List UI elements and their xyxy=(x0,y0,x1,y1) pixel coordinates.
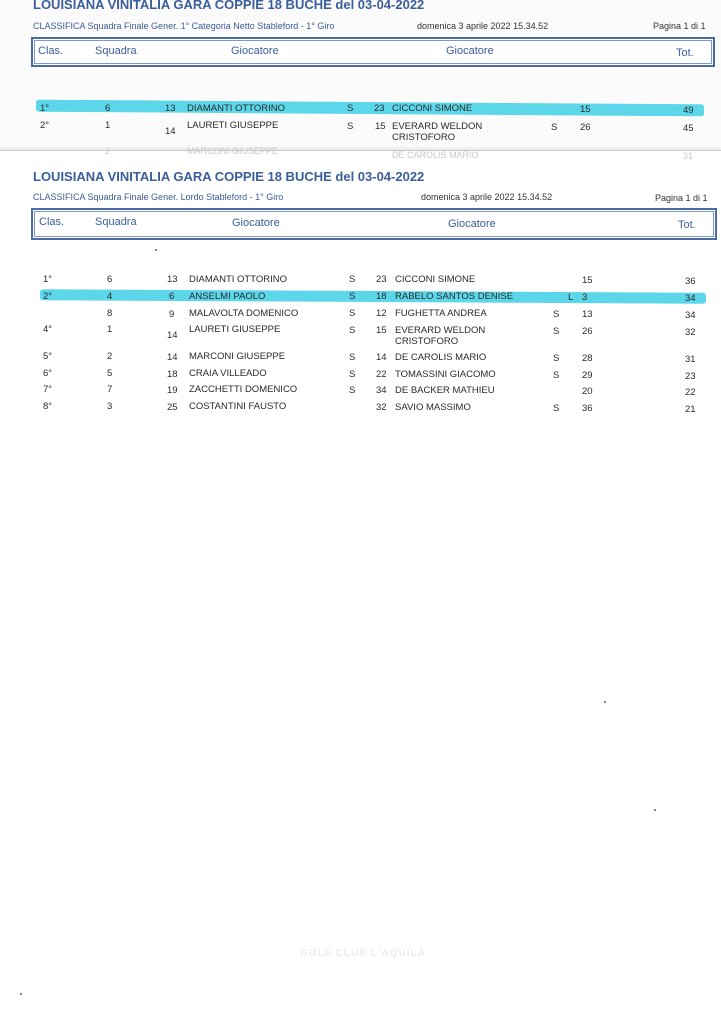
row-squadra: 3 xyxy=(107,401,113,412)
top-row-2-player-2: EVERARD WELDON xyxy=(392,121,483,132)
row-hcp-2: 23 xyxy=(376,274,387,285)
row-hcp-3: 29 xyxy=(582,370,593,381)
scan-speck xyxy=(604,701,606,703)
row-tot: 32 xyxy=(685,327,696,338)
bottom-header-squadra: Squadra xyxy=(95,216,137,228)
row-hcp-3: 28 xyxy=(582,353,593,364)
row-squadra: 7 xyxy=(107,384,113,395)
top-row-2-hcp-2: 15 xyxy=(375,121,386,132)
top-title: LOUISIANA VINITALIA GARA COPPIE 18 BUCHE del 03-04-2022 xyxy=(33,0,425,12)
top-row-1-hcp-3: 15 xyxy=(580,104,591,115)
row-tot: 31 xyxy=(685,354,696,365)
row-hcp-2: 34 xyxy=(376,385,387,396)
ghost-text: 2 xyxy=(105,146,111,156)
row-hcp-1: 6 xyxy=(169,291,175,302)
row-hcp-2: 32 xyxy=(376,402,387,413)
scan-speck xyxy=(155,249,157,251)
row-s-1: S xyxy=(349,325,356,336)
top-row-2-player-1: LAURETI GIUSEPPE xyxy=(187,120,279,131)
top-header-clas: Clas. xyxy=(38,45,64,57)
top-row-2-hcp-3: 26 xyxy=(580,122,591,133)
top-row-2-squadra: 1 xyxy=(105,120,111,131)
row-player-1: COSTANTINI FAUSTO xyxy=(189,401,287,412)
row-player-2: RABELO SANTOS DENISE xyxy=(395,291,514,302)
row-squadra: 6 xyxy=(107,274,113,285)
row-squadra: 5 xyxy=(107,368,113,379)
row-hcp-2: 15 xyxy=(376,325,387,336)
top-row-2-clas: 2° xyxy=(40,120,50,131)
row-squadra: 4 xyxy=(107,291,113,302)
row-s-2: S xyxy=(553,353,560,364)
top-header-box xyxy=(31,37,715,67)
row-hcp-1: 14 xyxy=(167,352,178,363)
row-player-1: ANSELMI PAOLO xyxy=(189,291,266,302)
top-row-2-player-2-line-2: CRISTOFORO xyxy=(392,132,456,143)
top-row-1-clas: 1° xyxy=(40,103,50,114)
top-row-1-highlight xyxy=(36,100,704,117)
row-player-1: MALAVOLTA DOMENICO xyxy=(189,308,299,319)
top-header-giocatore-2: Giocatore xyxy=(446,45,494,57)
row-tot: 22 xyxy=(685,387,696,398)
bottom-header-box xyxy=(31,208,717,240)
top-header-squadra: Squadra xyxy=(95,45,137,57)
ghost-text: 31 xyxy=(683,151,694,161)
row-s-2: S xyxy=(553,326,560,337)
row-hcp-3: 3 xyxy=(582,292,588,303)
row-hcp-1: 9 xyxy=(169,309,175,320)
scan-speck xyxy=(20,993,22,995)
row-clas: 8° xyxy=(43,401,53,412)
row-player-2: SAVIO MASSIMO xyxy=(395,402,471,413)
top-row-1-player-2: CICCONI SIMONE xyxy=(392,103,473,114)
row-hcp-3: 26 xyxy=(582,326,593,337)
row-clas: 1° xyxy=(43,274,53,285)
row-player-2-line-2: CRISTOFORO xyxy=(395,336,459,347)
top-row-1-player-1: DIAMANTI OTTORINO xyxy=(187,103,285,114)
top-subtitle: CLASSIFICA Squadra Finale Gener. 1° Categoria Netto Stableford - 1° Giro xyxy=(33,21,335,31)
row-player-1: LAURETI GIUSEPPE xyxy=(189,324,281,335)
top-row-2-s-1: S xyxy=(347,121,354,132)
row-player-2: DE CAROLIS MARIO xyxy=(395,352,487,363)
row-hcp-1: 13 xyxy=(167,274,178,285)
row-squadra: 2 xyxy=(107,351,113,362)
row-player-2: TOMASSINI GIACOMO xyxy=(395,369,496,380)
row-hcp-2: 12 xyxy=(376,308,387,319)
row-player-1: MARCONI GIUSEPPE xyxy=(189,351,286,362)
row-player-2: FUGHETTA ANDREA xyxy=(395,308,487,319)
bottom-sheet xyxy=(0,146,721,1025)
top-page-number: Pagina 1 di 1 xyxy=(653,21,706,31)
row-tot: 21 xyxy=(685,404,696,415)
row-squadra: 1 xyxy=(107,324,113,335)
row-hcp-2: 14 xyxy=(376,352,387,363)
bottom-header-tot: Tot. xyxy=(678,219,696,231)
row-player-1: DIAMANTI OTTORINO xyxy=(189,274,287,285)
top-row-2-tot: 45 xyxy=(683,123,694,134)
bottom-row-2-highlight xyxy=(40,289,706,303)
row-tot: 36 xyxy=(685,276,696,287)
row-clas: 5° xyxy=(43,351,53,362)
row-s-2: S xyxy=(553,370,560,381)
top-row-1-tot: 49 xyxy=(683,105,694,116)
row-s-1: S xyxy=(349,385,356,396)
row-clas: 2° xyxy=(43,291,53,302)
row-s-2: S xyxy=(553,309,560,320)
row-hcp-3: 13 xyxy=(582,309,593,320)
row-hcp-3: 15 xyxy=(582,275,593,286)
top-row-1-s-1: S xyxy=(347,103,354,114)
top-row-1-hcp-2: 23 xyxy=(374,103,385,114)
row-player-1: CRAIA VILLEADO xyxy=(189,368,267,379)
ghost-text: DE CAROLIS MARIO xyxy=(392,150,479,160)
row-s-1: S xyxy=(349,308,356,319)
row-clas: 7° xyxy=(43,384,53,395)
row-hcp-2: 22 xyxy=(376,369,387,380)
row-hcp-1: 19 xyxy=(167,385,178,396)
top-row-1-squadra: 6 xyxy=(105,103,111,114)
bottom-title: LOUISIANA VINITALIA GARA COPPIE 18 BUCHE del 03-04-2022 xyxy=(33,169,425,184)
row-player-1: ZACCHETTI DOMENICO xyxy=(189,384,298,395)
row-hcp-3: 20 xyxy=(582,386,593,397)
row-s-1: S xyxy=(349,369,356,380)
row-tot: 34 xyxy=(685,310,696,321)
watermark-stamp: GOLF CLUB L'AQUILA xyxy=(300,948,426,959)
row-hcp-1: 18 xyxy=(167,369,178,380)
top-row-2-s-2: S xyxy=(551,122,558,133)
scan-speck xyxy=(654,809,656,811)
top-row-2-hcp-1: 14 xyxy=(165,126,176,137)
bottom-header-clas: Clas. xyxy=(39,216,65,228)
top-header-giocatore-1: Giocatore xyxy=(231,45,279,57)
row-player-2: DE BACKER MATHIEU xyxy=(395,385,495,396)
top-header-tot: Tot. xyxy=(676,47,694,59)
row-hcp-1: 25 xyxy=(167,402,178,413)
row-tot: 34 xyxy=(685,293,696,304)
ghost-text: MARCONI GIUSEPPE xyxy=(187,146,279,156)
row-hcp-2: 18 xyxy=(376,291,387,302)
row-clas: 4° xyxy=(43,324,53,335)
row-s-1: S xyxy=(349,291,356,302)
row-s-2: S xyxy=(553,403,560,414)
bottom-subtitle: CLASSIFICA Squadra Finale Gener. Lordo Stableford - 1° Giro xyxy=(33,192,284,202)
bottom-page-number: Pagina 1 di 1 xyxy=(655,193,708,203)
bottom-header-giocatore-1: Giocatore xyxy=(232,217,280,229)
row-s-1: S xyxy=(349,274,356,285)
top-datetime: domenica 3 aprile 2022 15.34.52 xyxy=(417,21,549,31)
bottom-header-giocatore-2: Giocatore xyxy=(448,218,496,230)
row-hcp-3: 36 xyxy=(582,403,593,414)
row-squadra: 8 xyxy=(107,308,113,319)
bottom-datetime: domenica 3 aprile 2022 15.34.52 xyxy=(421,192,553,202)
row-s-2: L xyxy=(568,292,574,303)
row-player-2: EVERARD WELDON xyxy=(395,325,486,336)
row-hcp-1: 14 xyxy=(167,330,178,341)
row-player-2: CICCONI SIMONE xyxy=(395,274,476,285)
top-row-1-hcp-1: 13 xyxy=(165,103,176,114)
row-clas: 6° xyxy=(43,368,53,379)
top-sheet xyxy=(0,0,721,155)
row-s-1: S xyxy=(349,352,356,363)
row-tot: 23 xyxy=(685,371,696,382)
